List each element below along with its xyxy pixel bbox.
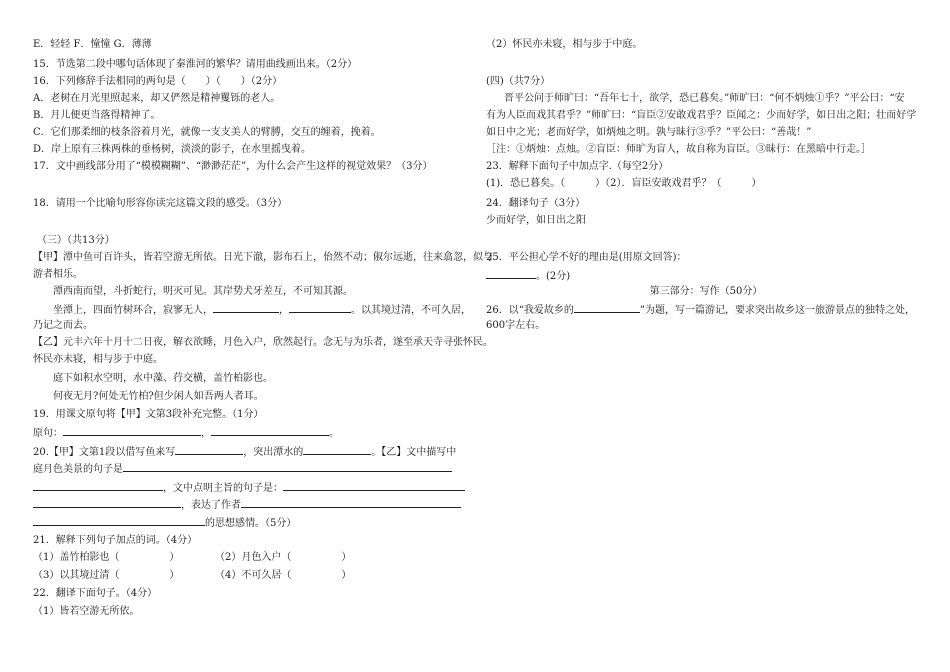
q20-blank-7[interactable] [241, 497, 461, 508]
question-22-item-1: （1）皆若空游无所依。 [33, 606, 140, 617]
passage-jia-p3-end: 乃记之而去。 [33, 320, 93, 331]
passage-4-note: ［注：①炳烛：点烛。②盲臣：师旷为盲人，故自称为盲臣。③昧行：在黑暗中行走。］ [486, 144, 871, 155]
q20-blank-8[interactable] [33, 515, 205, 526]
question-25-answer: 。(2分) [486, 268, 570, 284]
passage-jia-p3: 坐潭上，四面竹树环合，寂寥无人， ， 。以其境过清，不可久居， [53, 302, 471, 318]
question-21-item-4: （4）不可久居（ ） [215, 570, 352, 581]
passage-4-line3: 如日中之光；老而好学，如炳烛之明。孰与昧行③乎？”平公曰：“善哉！” [486, 127, 812, 138]
q20-blank-6[interactable] [33, 497, 181, 508]
question-21-item-1: （1）盖竹柏影也（ ） [33, 552, 180, 563]
question-16-option-a: A．老树在月光里照起来，却又俨然是精神矍铄的老人。 [33, 93, 281, 104]
passage-yi-p3: 何夜无月?何处无竹柏?但少闲人如吾两人者耳。 [53, 391, 264, 402]
section-3-heading: （三）（共13分） [37, 235, 115, 246]
question-26-line1: 26．以“我爱故乡的 ”为题，写一篇游记，要求突出故乡这一旅游景点的独特之处， [486, 302, 915, 318]
passage-jia-p2: 潭西南而望，斗折蛇行，明灭可见。其岸势犬牙差互，不可知其源。 [53, 286, 353, 297]
question-24: 24．翻译句子（3分） [486, 198, 586, 209]
question-20-line1: 20.【甲】文第1段以借写鱼来写 ，突出潭水的 。【乙】文中描写中 [33, 444, 456, 460]
question-16-option-c: C．它们那柔细的枝条浴着月光，就像一支支美人的臂膊，交互的缠着，挽着。 [33, 127, 381, 138]
passage-yi-p2: 庭下如积水空明，水中藻、荇交横，盖竹柏影也。 [53, 373, 273, 384]
question-20-line5: 的思想感情。（5分） [33, 515, 296, 531]
question-25: 25．平公担心学不好的理由是(用原文回答)： [486, 252, 687, 263]
q25-blank[interactable] [486, 268, 536, 279]
question-16-option-d: D．岸上原有三株两株的垂杨树，淡淡的影子，在水里摇曳着。 [33, 144, 312, 155]
question-23-items: (1)．恐已暮矣。（ ）（2）．盲臣安敢戏君乎？（ ） [486, 178, 762, 189]
passage-yi-p1a: 【乙】元丰六年十月十二日夜，解衣欲睡，月色入户，欣然起行。念无与为乐者，遂至承天寺寻张怀民。 [33, 337, 493, 348]
question-19-answer: 原句： ， 。 [33, 425, 339, 441]
q20-blank-3[interactable] [123, 461, 452, 472]
question-16: 16．下列修辞手法相同的两句是（ ）（ ）（2分） [33, 76, 283, 87]
question-22: 22．翻译下面句子。（4分） [33, 588, 158, 599]
q14-options-line: E．轻轻 F．憧憧 G．薄薄 [33, 39, 152, 50]
q19-blank-1[interactable] [63, 425, 201, 436]
question-21-item-3: （3）以其境过清（ ） [33, 570, 180, 581]
question-15: 15．节选第二段中哪句话体现了秦淮河的繁华？请用曲线画出来。（2分） [33, 59, 358, 70]
question-18: 18．请用一个比喻句形容你读完这篇文段的感受。（3分） [33, 198, 288, 209]
q20-blank-5[interactable] [283, 480, 465, 491]
question-23: 23．解释下面句子中加点字.（每空2分） [486, 161, 669, 172]
question-21-item-2: （2）月色入户（ ） [215, 552, 352, 563]
question-20-line2: 庭月色美景的句子是 [33, 461, 452, 477]
question-20-line3: ，文中点明主旨的句子是： [33, 480, 465, 496]
q26-title-blank[interactable] [574, 302, 640, 313]
question-19: 19．用课文原句将【甲】文第3段补充完整。（1分） [33, 409, 264, 420]
question-26-line2: 600字左右。 [486, 320, 546, 331]
question-21: 21．解释下列句子加点的词。（4分） [33, 535, 198, 546]
passage-jia-p1b: 游者相乐。 [33, 269, 83, 280]
q20-blank-4[interactable] [33, 480, 163, 491]
blank-1[interactable] [213, 302, 279, 313]
question-20-line4: ，表达了作者 [33, 497, 461, 513]
q20-blank-1[interactable] [175, 444, 243, 455]
passage-4-line1: 晋平公问于师旷曰：“吾年七十，欲学，恐已暮矣。”师旷曰：“何不炳烛①乎？”平公曰：“安 [504, 93, 905, 104]
passage-yi-p1b: 怀民亦未寝，相与步于中庭。 [33, 354, 163, 365]
blank-2[interactable] [289, 302, 351, 313]
part-3-heading: 第三部分：写作（50分） [649, 286, 763, 297]
q19-blank-2[interactable] [211, 425, 329, 436]
question-24-sentence: 少而好学，如日出之阳 [486, 215, 586, 226]
q20-blank-2[interactable] [303, 444, 371, 455]
section-4-heading: (四)（共7分） [486, 76, 551, 87]
question-17: 17．文中画线部分用了“模模糊糊”、“渺渺茫茫”，为什么会产生这样的视觉效果？（3分） [33, 161, 433, 172]
question-16-option-b: B．月儿便更当落得精神了。 [33, 110, 161, 121]
question-22-item-2: （2）怀民亦未寝，相与步于中庭。 [486, 39, 643, 50]
passage-4-line2: 有为人臣而戏其君乎？”师旷曰：“盲臣②安敢戏君乎？臣闻之：少而好学，如日出之阳；壮而好学 [486, 110, 917, 121]
passage-jia-p1a: 【甲】潭中鱼可百许头，皆若空游无所依。日光下澈，影布石上，佁然不动；俶尔远逝，往来翕忽，似与 [33, 252, 493, 263]
